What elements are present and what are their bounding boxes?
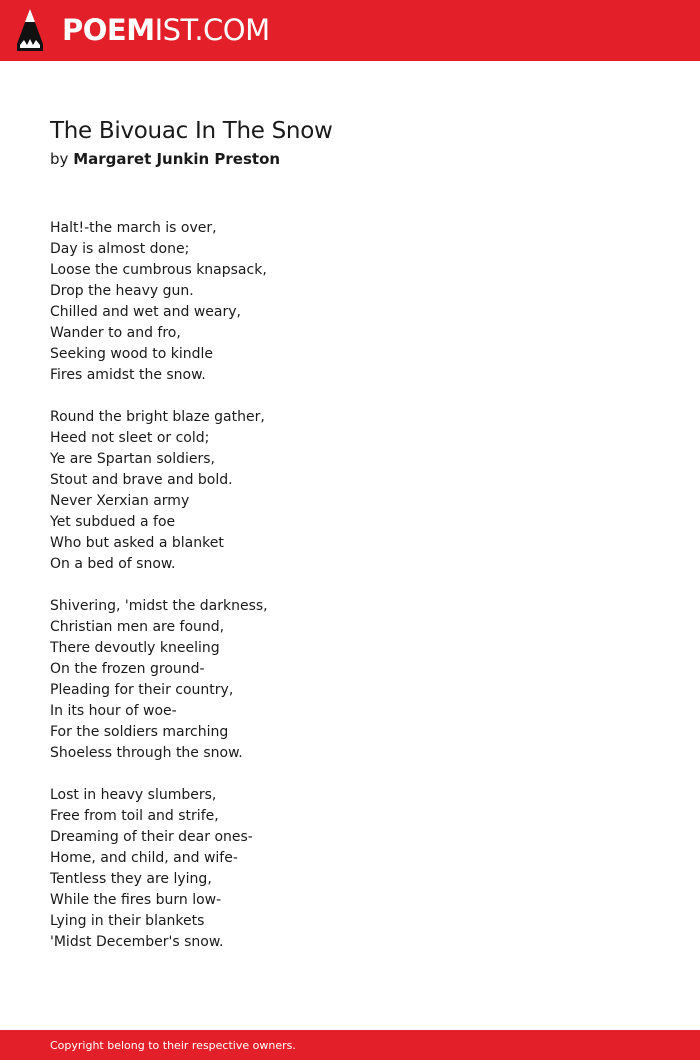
poem-stanza (50, 785, 650, 953)
poem-line: Shivering, 'midst the darkness, (50, 598, 268, 614)
poem-line: Home, and child, and wife- (50, 850, 238, 866)
poem-line: Loose the cumbrous knapsack, (50, 262, 267, 278)
poem-line: Shoeless through the snow. (50, 745, 243, 761)
site-logo[interactable] (62, 12, 270, 48)
poem-line: On the frozen ground- (50, 661, 205, 677)
pencil-tip-icon[interactable] (17, 9, 43, 51)
poem-line: In its hour of woe- (50, 703, 177, 719)
poem-line: There devoutly kneeling (50, 640, 220, 656)
poem-line: Stout and brave and bold. (50, 472, 233, 488)
poem-title: The Bivouac In The Snow (50, 118, 333, 144)
poem-body (50, 218, 650, 974)
poem-stanza (50, 596, 650, 764)
byline-prefix: by (50, 150, 69, 168)
poem-line: Never Xerxian army (50, 493, 190, 509)
poem-line: Pleading for their country, (50, 682, 234, 698)
poem-line: Chilled and wet and weary, (50, 304, 241, 320)
poem-line: Yet subdued a foe (50, 514, 176, 530)
poem-line: Seeking wood to kindle (50, 346, 214, 362)
poem-line: Who but asked a blanket (50, 535, 224, 551)
logo-light-text: IST.COM (154, 13, 270, 47)
poem-line: Dreaming of their dear ones- (50, 829, 253, 845)
poem-stanza (50, 218, 650, 386)
poem-line: On a bed of snow. (50, 556, 176, 572)
poem-line: Lost in heavy slumbers, (50, 787, 217, 803)
poem-line: For the soldiers marching (50, 724, 229, 740)
poem-line: 'Midst December's snow. (50, 934, 224, 950)
poem-line: Fires amidst the snow. (50, 367, 206, 383)
copyright-notice: Copyright belong to their respective owners. (50, 1039, 296, 1052)
poem-line: Round the bright blaze gather, (50, 409, 265, 425)
poem-line: Ye are Spartan soldiers, (50, 451, 215, 467)
poem-byline (50, 148, 280, 170)
poem-line: Drop the heavy gun. (50, 283, 194, 299)
poem-line: Day is almost done; (50, 241, 190, 257)
poem-line: Lying in their blankets (50, 913, 205, 929)
poem-line: Heed not sleet or cold; (50, 430, 210, 446)
poem-stanza (50, 407, 650, 575)
poem-line: Halt!-the march is over, (50, 220, 217, 236)
poem-author: Margaret Junkin Preston (73, 150, 281, 168)
poem-line: Tentless they are lying, (50, 871, 212, 887)
site-footer (0, 1030, 700, 1060)
poem-line: Free from toil and strife, (50, 808, 219, 824)
poem-line: Wander to and fro, (50, 325, 181, 341)
logo-bold-text: POEM (62, 13, 155, 47)
site-header (0, 0, 700, 61)
poem-line: While the fires burn low- (50, 892, 222, 908)
poem-line: Christian men are found, (50, 619, 225, 635)
